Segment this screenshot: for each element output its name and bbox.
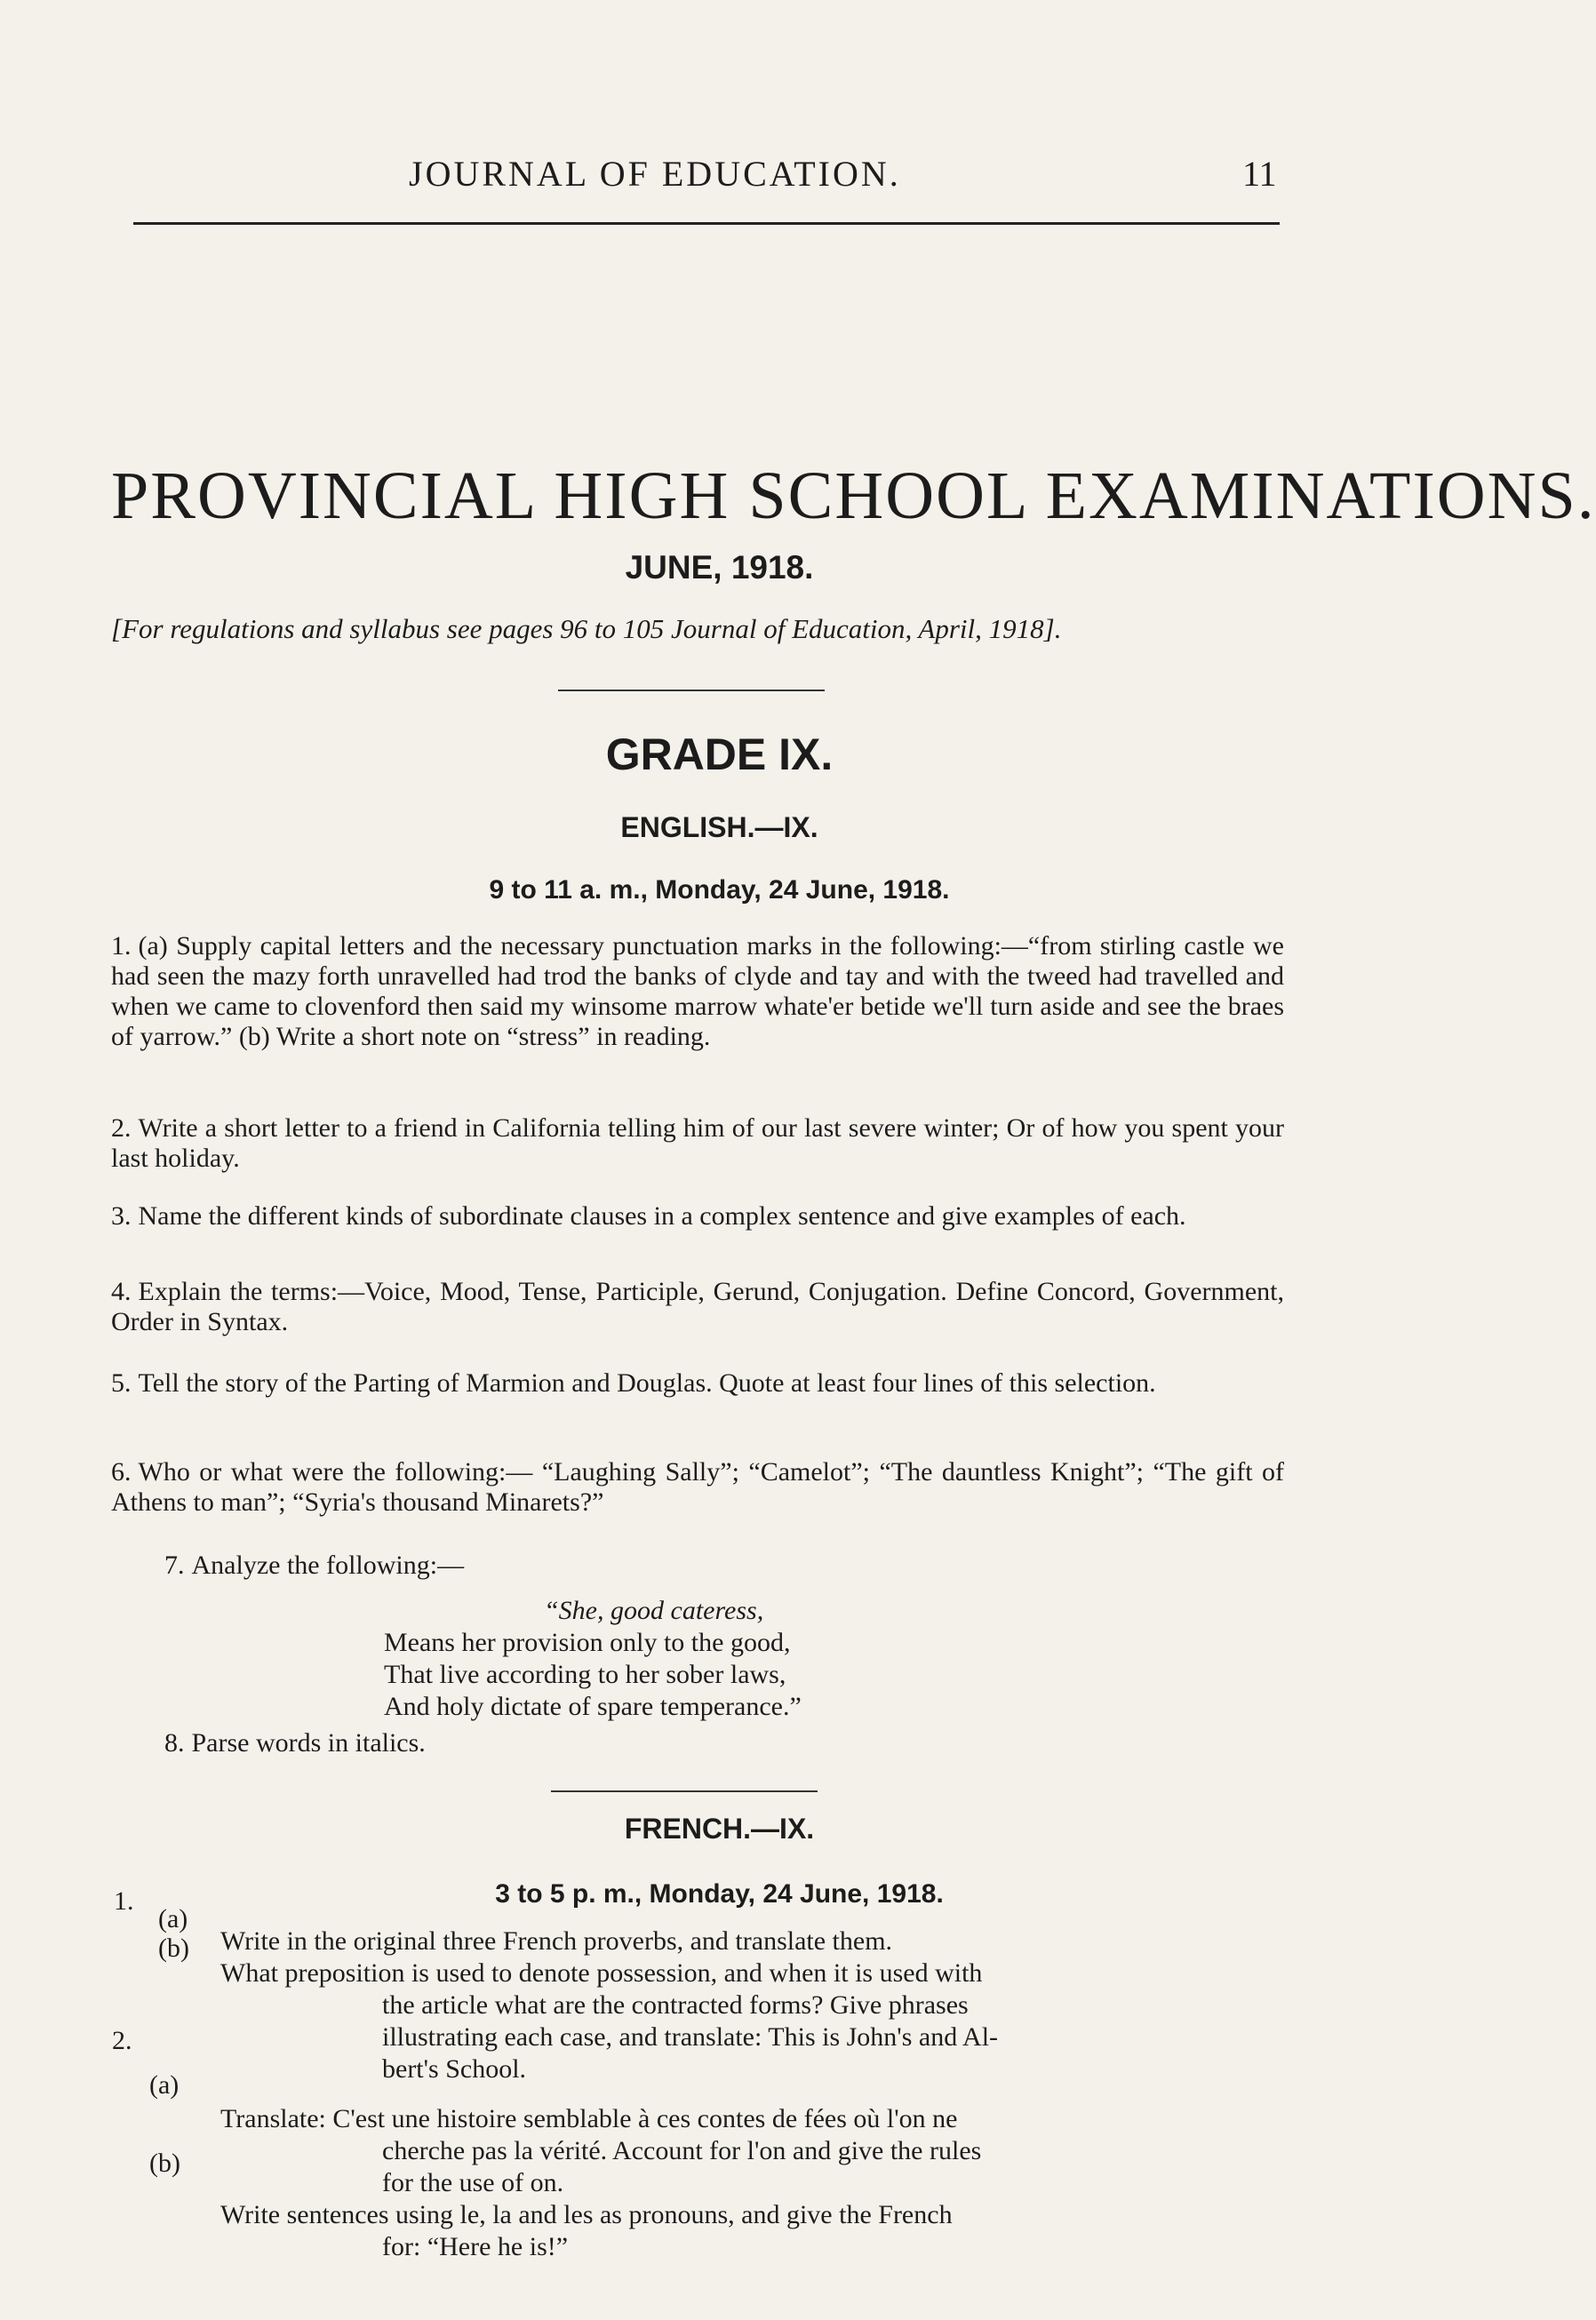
- question-1: [111, 931, 1284, 1052]
- question-number: 3.: [111, 1201, 132, 1231]
- question-number: 4.: [111, 1277, 132, 1306]
- english-subject-heading: ENGLISH.—IX.: [620, 811, 818, 843]
- french-q2a-marker: (a): [149, 2070, 180, 2100]
- french-q2b-line: for: “Here he is!”: [382, 2232, 569, 2261]
- poem-line: “She, good cateress,: [544, 1596, 764, 1625]
- poem-line: Means her provision only to the good,: [384, 1628, 791, 1657]
- question-number: 1.: [111, 931, 132, 961]
- french-subject-heading: FRENCH.—IX.: [624, 1813, 815, 1845]
- question-text: Write a short letter to a friend in California telling him of our last severe winter; Or of how you spent your last holiday.: [111, 1113, 1284, 1173]
- question-text: (a) Supply capital letters and the necessary punctuation marks in the following:—“from stirling castle we had seen the mazy forth unravelled had trod the banks of clyde and tay and with the tweed had travelled and when we came to clovenford then said my winsome marrow whate'er betide we'll turn aside and see the braes of yarrow.” (b) Write a short note on “stress” in reading.: [111, 931, 1284, 1051]
- french-q1b-line: What preposition is used to denote possession, and when it is used with: [220, 1958, 983, 1988]
- french-question-2-number: 2.: [112, 2026, 132, 2055]
- question-text: Explain the terms:—Voice, Mood, Tense, Participle, Gerund, Conjugation. Define Concord, Government, Order in Syntax.: [111, 1277, 1284, 1336]
- question-number: 2.: [111, 1113, 132, 1143]
- section-divider: [551, 1790, 818, 1792]
- grade-title: GRADE IX.: [605, 729, 834, 779]
- english-exam-time: 9 to 11 a. m., Monday, 24 June, 1918.: [489, 875, 950, 905]
- french-q2a-line: Translate: C'est une histoire semblable à ces contes de fées où l'on ne: [220, 2104, 958, 2133]
- french-q2b-line: Write sentences using le, la and les as pronouns, and give the French: [220, 2200, 953, 2229]
- header-rule: [133, 222, 1280, 225]
- french-question-1-number: 1.: [114, 1886, 134, 1916]
- french-q2b-marker: (b): [149, 2149, 180, 2178]
- french-q1b-line: the article what are the contracted forms? Give phrases: [382, 1990, 969, 2020]
- french-q1b-marker: (b): [158, 1933, 189, 1963]
- running-head: JOURNAL OF EDUCATION.: [409, 154, 901, 194]
- french-q2a-line: cherche pas la vérité. Account for l'on and give the rules: [382, 2136, 982, 2165]
- question-4: [111, 1277, 1284, 1337]
- page-number: 11: [1242, 154, 1277, 194]
- question-5: [111, 1368, 1284, 1399]
- poem-quotation: [384, 1595, 1006, 1723]
- exam-date: JUNE, 1918.: [625, 549, 814, 586]
- french-q1a-text: Write in the original three French proverbs, and translate them.: [220, 1926, 893, 1956]
- question-3: [111, 1201, 1284, 1232]
- question-text: Tell the story of the Parting of Marmion and Douglas. Quote at least four lines of this selection.: [138, 1368, 1156, 1398]
- main-title: PROVINCIAL HIGH SCHOOL EXAMINATIONS.: [111, 458, 1596, 533]
- question-number: 8.: [164, 1728, 185, 1758]
- section-divider: [558, 690, 825, 691]
- question-2: [111, 1113, 1284, 1174]
- french-q1b-line: illustrating each case, and translate: This is John's and Al-: [382, 2022, 999, 2052]
- question-number: 6.: [111, 1457, 132, 1487]
- question-text: Who or what were the following:— “Laughing Sally”; “Camelot”; “The dauntless Knight”; “The gift of Athens to man”; “Syria's thousand Minarets?”: [111, 1457, 1284, 1517]
- poem-line: That live according to her sober laws,: [384, 1660, 786, 1689]
- question-7: [164, 1551, 1231, 1581]
- french-q1a-marker: (a): [158, 1904, 188, 1933]
- question-8: [164, 1728, 1231, 1758]
- question-number: 7.: [164, 1551, 185, 1580]
- french-exam-time: 3 to 5 p. m., Monday, 24 June, 1918.: [495, 1879, 944, 1909]
- french-q2a-line: for the use of on.: [382, 2168, 564, 2197]
- question-text: Parse words in italics.: [191, 1728, 426, 1758]
- regulations-note: [For regulations and syllabus see pages 96 to 105 Journal of Education, April, 1918].: [111, 613, 1062, 644]
- french-q1b-line: bert's School.: [382, 2054, 527, 2084]
- question-text: Analyze the following:—: [191, 1551, 465, 1580]
- question-text: Name the different kinds of subordinate clauses in a complex sentence and give examples of each.: [138, 1201, 1186, 1231]
- poem-line: And holy dictate of spare temperance.”: [384, 1692, 802, 1721]
- question-6: [111, 1457, 1284, 1518]
- question-number: 5.: [111, 1368, 132, 1398]
